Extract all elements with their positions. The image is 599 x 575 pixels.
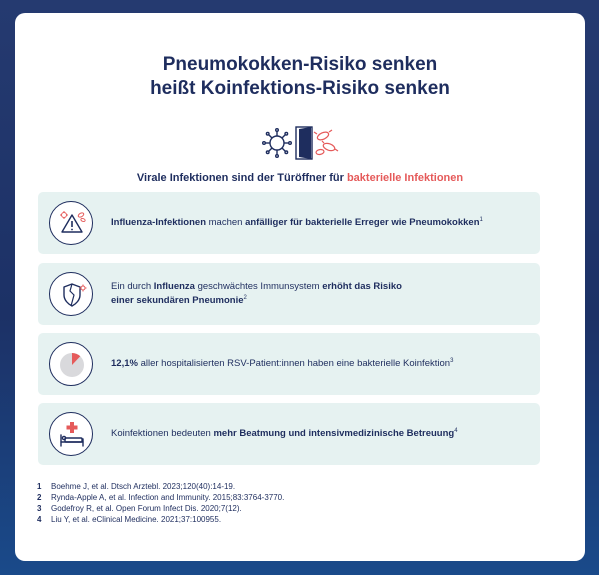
reference-marker: 2 <box>243 294 247 301</box>
row-text-bold: einer sekundären Pneumonie <box>111 295 244 306</box>
reference-item: 4 Liu Y, et al. eClinical Medicine. 2021;37:100955. <box>37 515 222 524</box>
row-text <box>111 263 531 325</box>
row-text-regular: geschwächtes Immunsystem <box>194 281 323 292</box>
reference-marker: 1 <box>479 216 483 223</box>
reference-marker: 4 <box>454 427 458 434</box>
virus-door-bacteria-icon <box>255 123 345 163</box>
row-text-bold: 12,1% <box>111 358 138 369</box>
row-text-bold: mehr Beatmung und intensivmedizinische Betreuung <box>213 428 455 439</box>
broken-shield-icon <box>49 272 93 316</box>
row-text-regular: aller hospitalisierten RSV-Patient:innen haben eine bakterielle Koinfektion <box>137 358 451 369</box>
row-text <box>111 333 531 395</box>
title-line-2: heißt Koinfektions-Risiko senken <box>150 78 450 99</box>
row-text-bold: Influenza <box>153 281 195 292</box>
pie-chart-icon <box>49 342 93 386</box>
row-text <box>111 403 531 465</box>
reference-item: 3 Godefroy R, et al. Open Forum Infect Dis. 2020;7(12). <box>37 504 242 513</box>
reference-item: 2 Rynda-Apple A, et al. Infection and Immunity. 2015;83:3764-3770. <box>37 493 285 502</box>
references <box>37 481 537 525</box>
info-row-rsv <box>38 333 540 395</box>
warning-virus-icon <box>49 201 93 245</box>
info-row-ventilation <box>38 403 540 465</box>
info-row-immune-system <box>38 263 540 325</box>
info-row-influenza <box>38 192 540 254</box>
title-line-1: Pneumokokken-Risiko senken <box>162 54 438 75</box>
row-text-bold: anfälliger für bakterielle Erreger wie Pneumokokken <box>245 217 480 228</box>
row-text-regular: machen <box>206 217 246 228</box>
row-text <box>111 192 531 254</box>
row-text-regular: Koinfektionen bedeuten <box>111 428 214 439</box>
subtitle-highlight: bakterielle Infektionen <box>346 172 464 184</box>
info-card <box>15 13 585 561</box>
hospital-bed-icon <box>49 412 93 456</box>
reference-marker: 3 <box>450 357 454 364</box>
row-text-bold: Influenza-Infektionen <box>111 217 206 228</box>
reference-item: 1 Boehme J, et al. Dtsch Arztebl. 2023;120(40):14-19. <box>37 482 236 491</box>
row-text-regular: Ein durch <box>111 281 154 292</box>
subtitle <box>15 172 585 184</box>
subtitle-text: Virale Infektionen sind der Türöffner für <box>136 172 347 184</box>
row-text-bold: erhöht das Risiko <box>322 281 402 292</box>
page-title <box>15 53 585 101</box>
